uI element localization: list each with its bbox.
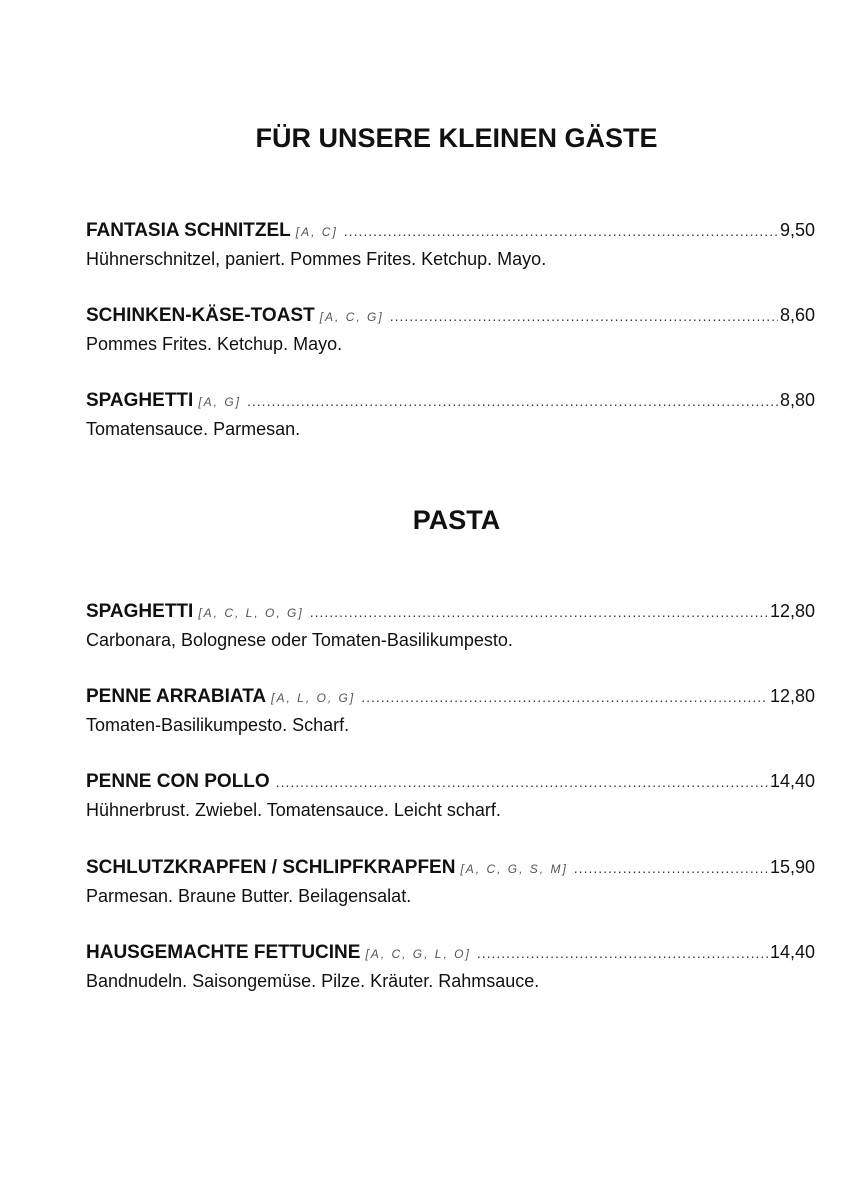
item-allergens: [A, L, O, G]	[271, 691, 356, 705]
menu-item	[86, 686, 815, 736]
dot-leader	[390, 308, 778, 324]
item-name: FANTASIA SCHNITZEL	[86, 220, 291, 241]
dot-leader	[310, 604, 768, 620]
item-description: Tomaten-Basilikumpesto. Scharf.	[86, 715, 350, 735]
dot-leader	[247, 393, 778, 409]
item-name: SPAGHETTI	[86, 601, 194, 622]
dot-leader	[276, 774, 768, 790]
item-price: 12,80	[769, 686, 815, 706]
item-price: 14,40	[769, 942, 815, 962]
item-name: PENNE ARRABIATA	[86, 686, 267, 707]
item-description: Carbonara, Bolognese oder Tomaten-Basilikumpesto.	[86, 630, 513, 650]
item-name: PENNE CON POLLO	[86, 771, 270, 792]
item-description: Bandnudeln. Saisongemüse. Pilze. Kräuter. Rahmsauce.	[86, 971, 540, 991]
section-title-pasta: PASTA	[412, 505, 501, 535]
item-name: SCHINKEN-KÄSE-TOAST	[86, 305, 315, 326]
item-price: 8,80	[779, 390, 815, 410]
dot-leader	[574, 860, 768, 876]
item-allergens: [A, C, G, S, M]	[460, 862, 568, 876]
item-description: Pommes Frites. Ketchup. Mayo.	[86, 334, 343, 354]
item-price: 15,90	[769, 857, 815, 877]
item-price: 12,80	[769, 601, 815, 621]
item-name: SPAGHETTI	[86, 390, 194, 411]
item-allergens: [A, C, G, L, O]	[365, 947, 471, 961]
item-name: SCHLUTZKRAPFEN / SCHLIPFKRAPFEN	[86, 857, 456, 878]
item-description: Hühnerschnitzel, paniert. Pommes Frites. Ketchup. Mayo.	[86, 249, 547, 269]
menu-item	[86, 305, 815, 355]
item-description: Tomatensauce. Parmesan.	[86, 419, 301, 439]
item-description: Hühnerbrust. Zwiebel. Tomatensauce. Leicht scharf.	[86, 800, 501, 820]
menu-item	[86, 857, 815, 907]
dot-leader	[477, 945, 768, 961]
item-allergens: [A, G]	[198, 395, 242, 409]
menu-item	[86, 220, 815, 270]
item-allergens: [A, C, G]	[319, 310, 384, 324]
item-price: 8,60	[779, 305, 815, 325]
dot-leader	[344, 223, 778, 239]
item-name: HAUSGEMACHTE FETTUCINE	[86, 942, 361, 963]
section-title-kids: FÜR UNSERE KLEINEN GÄSTE	[255, 123, 658, 153]
menu-item	[86, 771, 815, 821]
item-allergens: [A, C]	[295, 225, 338, 239]
item-price: 9,50	[779, 220, 815, 240]
dot-leader	[361, 689, 768, 705]
menu-item	[86, 390, 815, 440]
menu-item	[86, 601, 815, 651]
item-price: 14,40	[769, 771, 815, 791]
item-allergens: [A, C, L, O, G]	[198, 606, 304, 620]
item-description: Parmesan. Braune Butter. Beilagensalat.	[86, 886, 412, 906]
menu-item	[86, 942, 815, 992]
